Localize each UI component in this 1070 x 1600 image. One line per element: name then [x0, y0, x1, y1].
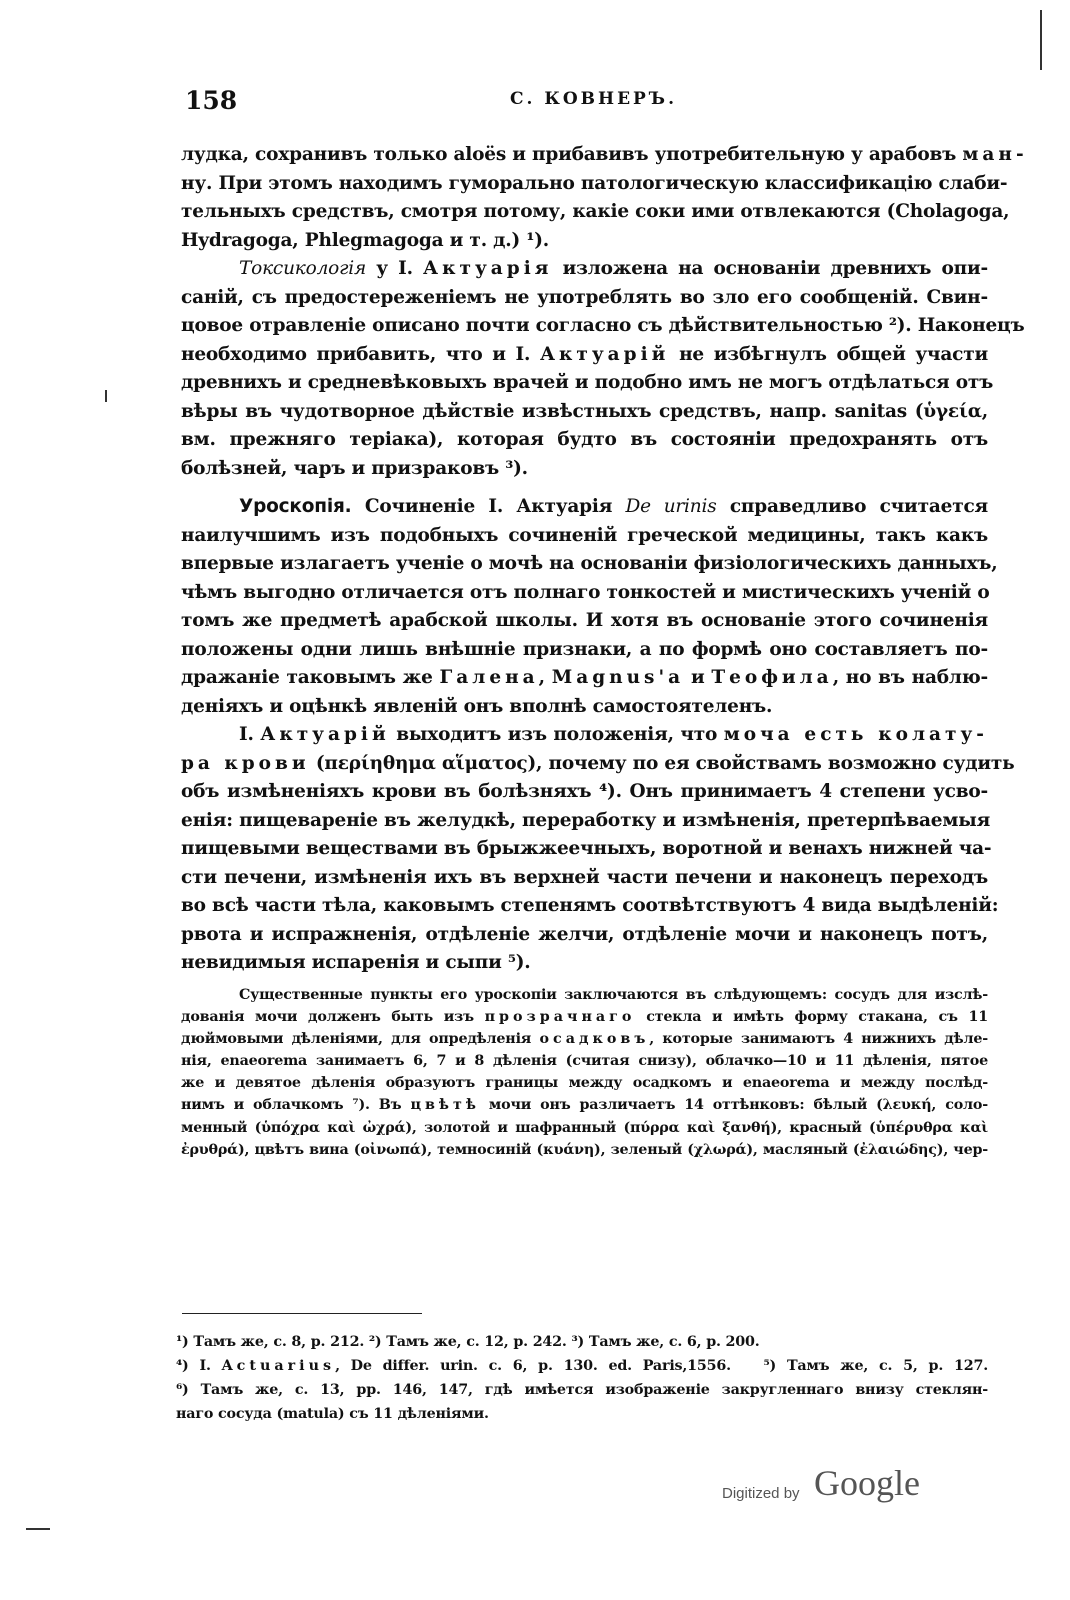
text-line: наилучшимъ изъ подобныхъ сочиненій греческой медицины, такъ какъ — [181, 524, 988, 546]
watermark-prefix: Digitized by — [722, 1485, 800, 1502]
text-line: ра крови (περίηθημα αἵματος), почему по ея свойствамъ возможно судить — [181, 752, 1015, 774]
text-line: древнихъ и средневѣковыхъ врачей и подобно имъ не могъ отдѣлаться отъ — [181, 372, 994, 393]
footnote-rule — [182, 1313, 422, 1314]
text-line: впервые излагаетъ ученіе о мочѣ на основаніи физіологическихъ данныхъ, — [181, 553, 998, 574]
small-text-line: Существенные пункты его уроскопіи заключаются въ слѣдующемъ: сосудъ для изслѣ- — [239, 986, 988, 1003]
page-header — [185, 86, 985, 116]
footnotes — [176, 1330, 988, 1426]
text-line: во всѣ части тѣла, каковымъ степенямъ соотвѣтствуютъ 4 вида выдѣленій: — [181, 895, 999, 916]
small-text-line: же и девятое дѣленія образуютъ границы между осадкомъ и enaeorema и между послѣд- — [181, 1075, 988, 1092]
margin-mark — [26, 1528, 50, 1530]
main-text — [181, 141, 1028, 1161]
text-line: необходимо прибавить, что и І. Актуарій не избѣгнулъ общей участи — [181, 343, 988, 365]
text-line: невидимыя испаренія и сыпи ⁵). — [181, 952, 531, 973]
text-line: лудка, сохранивъ только aloës и прибавивъ употребительную у арабовъ ман- — [181, 144, 1028, 165]
text-line: объ измѣненіяхъ крови въ болѣзняхъ ⁴). Онъ принимаетъ 4 степени усво- — [181, 781, 988, 802]
text-line: болѣзней, чаръ и призраковъ ³). — [181, 457, 528, 479]
text-line: томъ же предметѣ арабской школы. И хотя въ основаніе этого сочиненія — [181, 610, 988, 631]
text-line: пищевыми веществами въ брыжжеечныхъ, воротной и венахъ нижней ча- — [181, 838, 992, 859]
footnote-line: ⁴) I. Actuarius, De differ. urin. c. 6, p. 130. ed. Paris,1556. ⁵) Тамъ же, с. 5, p. 127. — [176, 1358, 988, 1374]
text-line: рвота и испражненія, отдѣленіе желчи, отдѣленіе мочи и наконецъ потъ, — [181, 923, 988, 945]
text-line: чѣмъ выгодно отличается отъ полнаго тонкостей и мистическихъ ученій о — [181, 581, 990, 603]
text-line: вм. прежняго теріака), которая будто въ состояніи предохранять отъ — [181, 429, 988, 450]
text-line: положены одни лишь внѣшніе признаки, а по формѣ оно составляетъ по- — [181, 638, 988, 660]
text-line: сти печени, измѣненія ихъ въ верхней части печени и наконецъ переходъ — [181, 866, 988, 888]
small-text-line: нія, enaeorema занимаетъ 6, 7 и 8 дѣленія (считая снизу), облачко—10 и 11 дѣленія, пятое — [181, 1053, 988, 1070]
text-line: вѣры въ чудотворное дѣйствіе извѣстныхъ средствъ, напр. sanitas (ὑγεία, — [181, 400, 988, 422]
text-line: цовое отравленіе описано почти согласно съ дѣйствительностью ²). Наконецъ — [181, 315, 1025, 336]
margin-mark — [105, 390, 107, 402]
text-line: деніяхъ и оцѣнкѣ явленій онъ вполнѣ самостоятеленъ. — [181, 695, 773, 717]
small-text-line: ἐρυθρά), цвѣтъ вина (οἰνωπά), темносиній (κυάνη), зеленый (χλωρά), масляный (ἐλαιώδης), чер- — [181, 1141, 988, 1158]
small-text-line: менный (ὑπόχρα καὶ ὠχρά), золотой и шафранный (πύρρα καὶ ξανθή), красный (ὑπέρυθρα καὶ — [181, 1119, 988, 1136]
text-line: Hydragoga, Phlegmagoga и т. д.) ¹). — [181, 229, 550, 251]
text-line: саній, съ предостереженіемъ не употреблять во зло его сообщеній. Свин- — [181, 286, 988, 308]
section-start-line: Уроскопія. Сочиненіе І. Актуарія De urinis справедливо считается — [239, 496, 988, 517]
text-line: І. Актуарій выходитъ изъ положенія, что моча есть колату- — [239, 724, 988, 745]
small-text-line: дованія мочи долженъ быть изъ прозрачнаго стекла и имѣть форму стакана, съ 11 — [181, 1008, 988, 1025]
footnote-line: наго сосуда (matula) съ 11 дѣленіями. — [176, 1406, 489, 1422]
margin-mark — [1040, 10, 1042, 70]
running-head: С. КОВНЕРЪ. — [510, 89, 677, 109]
page-number: 158 — [185, 86, 238, 115]
small-text-line: нимъ и облачкомъ ⁷). Въ цвѣтѣ мочи онъ различаетъ 14 оттѣнковъ: бѣлый (λευκή, соло- — [181, 1097, 988, 1114]
footnote-line: ¹) Тамъ же, с. 8, p. 212. ²) Тамъ же, с. 12, p. 242. ³) Тамъ же, с. 6, p. 200. — [176, 1334, 760, 1350]
small-print-block — [181, 984, 988, 1162]
text-line: дражаніе таковымъ же Галена, Magnus'а и Теофила, но въ наблю- — [181, 667, 988, 688]
text-line: тельныхъ средствъ, смотря потому, какіе соки ими отвлекаются (Cholagoga, — [181, 201, 1010, 222]
small-text-line: дюймовыми дѣленіями, для опредѣленія осадковъ, которые занимаютъ 4 нижнихъ дѣле- — [181, 1030, 988, 1047]
text-line: енія: пищевареніе въ желудкѣ, переработку и измѣненія, претерпѣваемыя — [181, 809, 991, 831]
google-logo: Google — [814, 1463, 920, 1503]
digitized-watermark — [722, 1460, 952, 1508]
text-line: ну. При этомъ находимъ гуморально патологическую классификацію слаби- — [181, 172, 1008, 194]
text-line: Токсикологія у І. Актуарія изложена на основаніи древнихъ опи- — [239, 258, 988, 279]
footnote-line: ⁶) Тамъ же, с. 13, pp. 146, 147, гдѣ имѣется изображеніе закругленнаго внизу стеклян- — [176, 1382, 988, 1398]
